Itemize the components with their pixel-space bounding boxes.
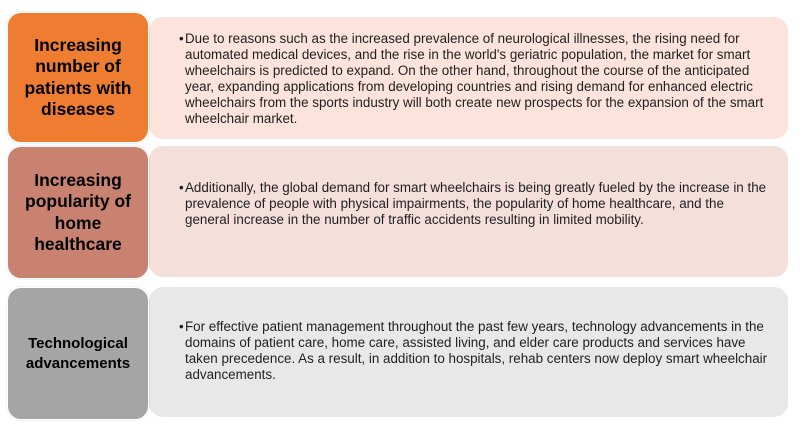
label-diseases-text: Increasing number of patients with diseases: [24, 34, 132, 119]
bullet: •: [179, 180, 184, 195]
panel-technology-text: For effective patient management throughout the past few years, technology advancements in the domains of patient care, home care, assisted living, and elder care products and services have taken precedence. As a result, in addition to hospitals, rehab centers now deploy smart wheelchair advancements.: [185, 319, 768, 382]
label-diseases: [7, 12, 149, 143]
label-home-healthcare: [7, 146, 149, 279]
bullet: •: [179, 319, 184, 334]
label-technology: [7, 287, 149, 420]
panel-home-healthcare: [149, 146, 788, 277]
panel-diseases-text: Due to reasons such as the increased prevalence of neurological illnesses, the rising need for automated medical devices, and the rise in the world's geriatric population, the market for smart wheelchairs is predicted to expand. On the other hand, throughout the course of the anticipated year, expanding applications from developing countries and rising demand for enhanced electric wheelchairs from the sports industry will both create new prospects for the expansion of the smart wheelchair market.: [185, 31, 764, 126]
label-technology-text: Technological advancements: [25, 334, 131, 372]
row-home-healthcare: [0, 146, 804, 279]
row-technology: [0, 287, 804, 420]
panel-technology: [149, 287, 788, 417]
row-diseases: [0, 12, 804, 143]
panel-home-healthcare-text: Additionally, the global demand for smart wheelchairs is being greatly fueled by the increase in the prevalence of people with physical impairments, the popularity of home healthcare, and the general increase in the number of traffic accidents resulting in limited mobility.: [185, 180, 767, 227]
panel-diseases: [149, 17, 788, 139]
bullet: •: [179, 31, 184, 46]
label-home-healthcare-text: Increasing popularity of home healthcare: [25, 169, 131, 254]
